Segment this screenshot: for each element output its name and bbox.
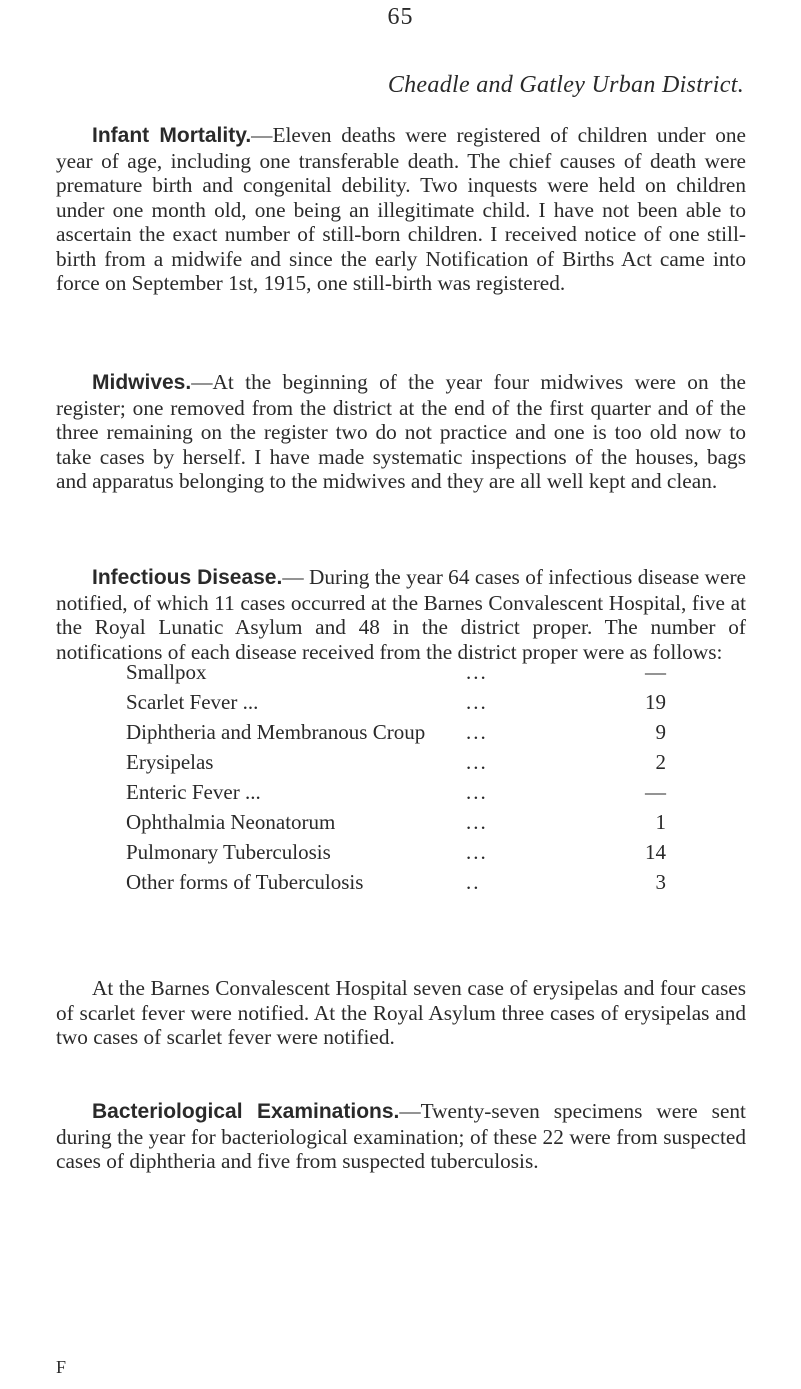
leader-dots: ...	[466, 810, 488, 834]
infant-mortality-text: —Eleven deaths were registered of children under one year of age, including one transferable death. The chief causes of death were premature birth and congenital debility. Two inquests were held on children under one month old, one being an illegitimate child. I have not been able to ascertain the exact number of still-born children. I received notice of one still-birth from a midwife and since the early Notification of Births Act came into force on September 1st, 1915, one still-birth was registered.	[56, 123, 746, 295]
disease-name: Smallpox	[126, 660, 207, 684]
table-row	[126, 747, 666, 777]
leader-dots: ...	[466, 660, 488, 684]
notifications-table	[126, 657, 666, 897]
leader-dots: ...	[466, 720, 488, 744]
notification-count: 2	[655, 750, 666, 774]
district-title: Cheadle and Gatley Urban District.	[387, 72, 744, 98]
notification-count: 14	[645, 840, 666, 864]
leader-dots: ...	[466, 840, 488, 864]
midwives-section	[56, 370, 746, 494]
bacteriological-heading: Bacteriological Examinations.	[92, 1100, 400, 1123]
table-row	[126, 687, 666, 717]
disease-name: Ophthalmia Neonatorum	[126, 810, 336, 834]
infectious-disease-section	[56, 565, 746, 664]
page-number: 65	[387, 4, 414, 30]
infant-mortality-section	[56, 123, 746, 296]
disease-name: Diphtheria and Membranous Croup	[126, 720, 426, 744]
notification-count: 19	[645, 690, 666, 714]
disease-name: Erysipelas	[126, 750, 214, 774]
notification-count: —	[645, 780, 666, 804]
disease-name: Scarlet Fever ...	[126, 690, 259, 714]
barnes-hospital-section	[56, 976, 746, 1050]
leader-dots: ..	[466, 870, 481, 894]
midwives-heading: Midwives.	[92, 371, 192, 394]
leader-dots: ...	[466, 750, 488, 774]
leader-dots: ...	[466, 780, 488, 804]
disease-name: Pulmonary Tuberculosis	[126, 840, 331, 864]
table-row	[126, 657, 666, 687]
infectious-disease-heading: Infectious Disease.	[92, 566, 283, 589]
barnes-hospital-text: At the Barnes Convalescent Hospital seven case of erysipelas and four cases of scarlet fever were notified. At the Royal Asylum three cases of erysipelas and two cases of scarlet fever were notified.	[56, 976, 746, 1049]
table-row	[126, 777, 666, 807]
signature-mark: F	[56, 1357, 67, 1377]
midwives-text: —At the beginning of the year four midwives were on the register; one removed from the district at the end of the first quarter and of the three remaining on the register two do not practice and one is too old now to take cases by herself. I have made systematic inspections of the houses, bags and apparatus belonging to the midwives and they are all well kept and clean.	[56, 370, 746, 493]
infant-mortality-heading: Infant Mortality.	[92, 124, 252, 147]
disease-name: Other forms of Tuberculosis	[126, 870, 364, 894]
table-row	[126, 837, 666, 867]
notification-count: 1	[655, 810, 666, 834]
table-row	[126, 807, 666, 837]
table-row	[126, 867, 666, 897]
notification-count: —	[645, 660, 666, 684]
bacteriological-text: —Twenty-seven specimens were sent during the year for bacteriological examination; of these 22 were from suspected cases of diphtheria and five from suspected tuberculosis.	[56, 1099, 746, 1173]
notification-count: 3	[655, 870, 666, 894]
notification-count: 9	[655, 720, 666, 744]
leader-dots: ...	[466, 690, 488, 714]
table-row	[126, 717, 666, 747]
infectious-disease-text: — During the year 64 cases of infectious disease were notified, of which 11 cases occurred at the Barnes Convalescent Hospital, five at the Royal Lunatic Asylum and 48 in the district proper. The number of notifications of each disease received from the district proper were as follows:	[56, 565, 746, 664]
bacteriological-section	[56, 1099, 746, 1174]
disease-name: Enteric Fever ...	[126, 780, 261, 804]
